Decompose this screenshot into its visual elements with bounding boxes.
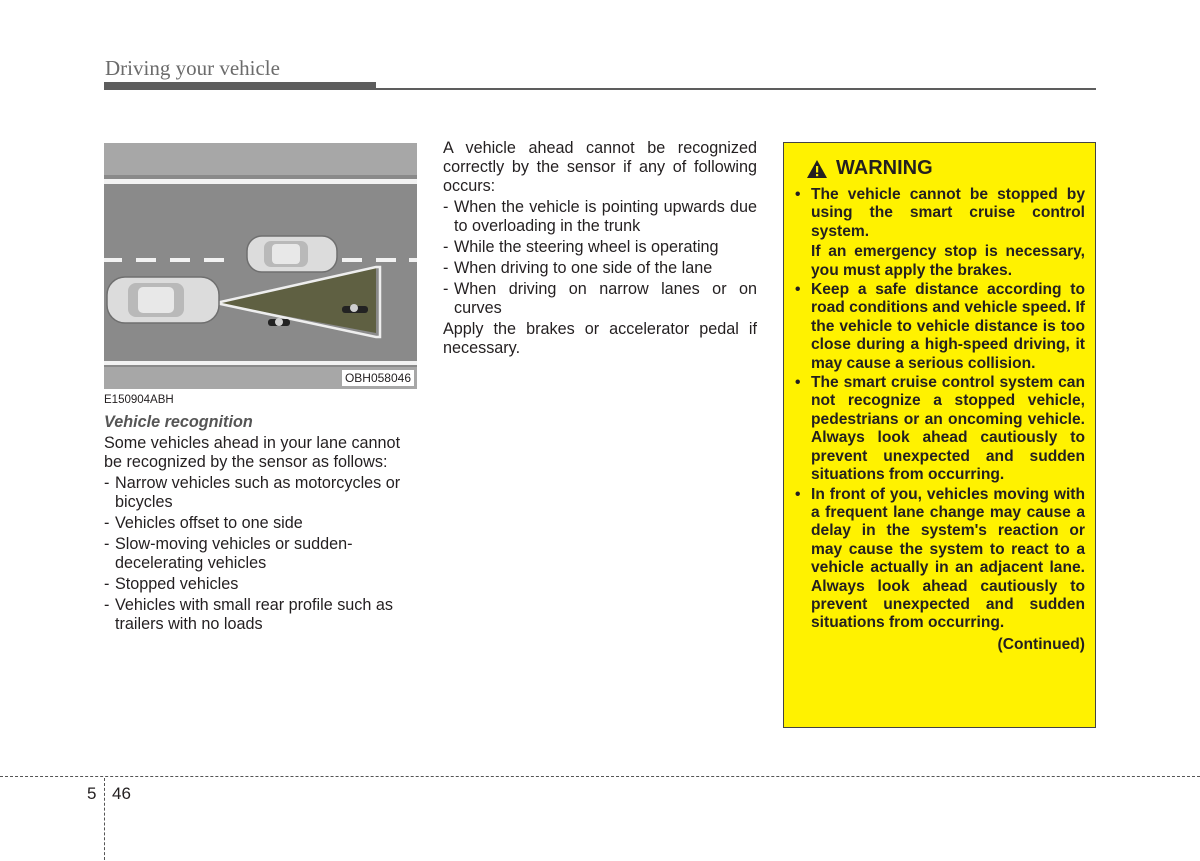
warning-item: • The smart cruise control system can not recognize a stopped vehicle, pedestrians or an oncoming vehicle. Always look ahead cautiously to prevent unexpected and sudden situations from occurring. — [794, 374, 1085, 484]
road-diagram — [104, 143, 417, 389]
list-item: - Narrow vehicles such as motorcycles or bicycles — [104, 474, 418, 512]
section-code: E150904ABH — [104, 394, 174, 406]
warning-list — [794, 186, 1085, 633]
warning-triangle-icon — [806, 159, 828, 179]
warning-item-subtext: If an emergency stop is necessary, you must apply the brakes. — [811, 243, 1085, 279]
list-item: - Vehicles offset to one side — [104, 514, 418, 533]
motorcycle-icon — [268, 318, 290, 326]
middle-column — [443, 139, 757, 358]
warning-title: WARNING — [836, 157, 933, 179]
warning-item: • Keep a safe distance according to road conditions and vehicle speed. If the vehicle to vehicle distance is too close during a high-speed driving, it may cause a serious collision. — [794, 281, 1085, 373]
intro-paragraph: A vehicle ahead cannot be recognized correctly by the sensor if any of following occurs: — [443, 139, 757, 195]
footer-divider — [0, 776, 1200, 777]
sensor-illustration — [104, 143, 417, 389]
recognition-list — [104, 474, 418, 634]
warning-header — [806, 157, 1085, 180]
page-section-title: Driving your vehicle — [105, 56, 280, 80]
warning-item: • In front of you, vehicles moving with a frequent lane change may cause a delay in the system's reaction or may cause the system to react to a vehicle actually in an adjacent lane. Always look ahead cautiously to prevent unexpected and sudden situations from occurring. — [794, 486, 1085, 633]
subheading-vehicle-recognition: Vehicle recognition — [104, 413, 253, 431]
header-rule-thin — [376, 88, 1096, 90]
warning-box — [783, 142, 1096, 728]
list-item: - Slow-moving vehicles or sudden-decelerating vehicles — [104, 535, 418, 573]
chapter-number: 5 — [87, 784, 97, 803]
own-car-icon — [107, 277, 219, 323]
list-item: - While the steering wheel is operating — [443, 238, 757, 257]
list-item: - When driving on narrow lanes or on curves — [443, 280, 757, 318]
warning-item — [794, 186, 1085, 280]
conditions-list — [443, 198, 757, 318]
continued-label: (Continued) — [997, 635, 1085, 653]
list-item: - When the vehicle is pointing upwards due to overloading in the trunk — [443, 198, 757, 236]
list-item: - When driving to one side of the lane — [443, 259, 757, 278]
footer-vertical-divider — [104, 778, 105, 860]
list-item: - Stopped vehicles — [104, 575, 418, 594]
page-number: 46 — [112, 784, 131, 803]
outro-paragraph: Apply the brakes or accelerator pedal if necessary. — [443, 320, 757, 357]
figure-code: OBH058046 — [342, 370, 414, 386]
header-rule-thick — [104, 82, 376, 90]
list-item: - Vehicles with small rear profile such as trailers with no loads — [104, 596, 418, 634]
car-ahead-icon — [247, 236, 337, 272]
left-column — [104, 393, 418, 636]
intro-paragraph: Some vehicles ahead in your lane cannot be recognized by the sensor as follows: — [104, 434, 401, 471]
warning-item-text: The vehicle cannot be stopped by using the smart cruise control system. — [811, 186, 1085, 240]
